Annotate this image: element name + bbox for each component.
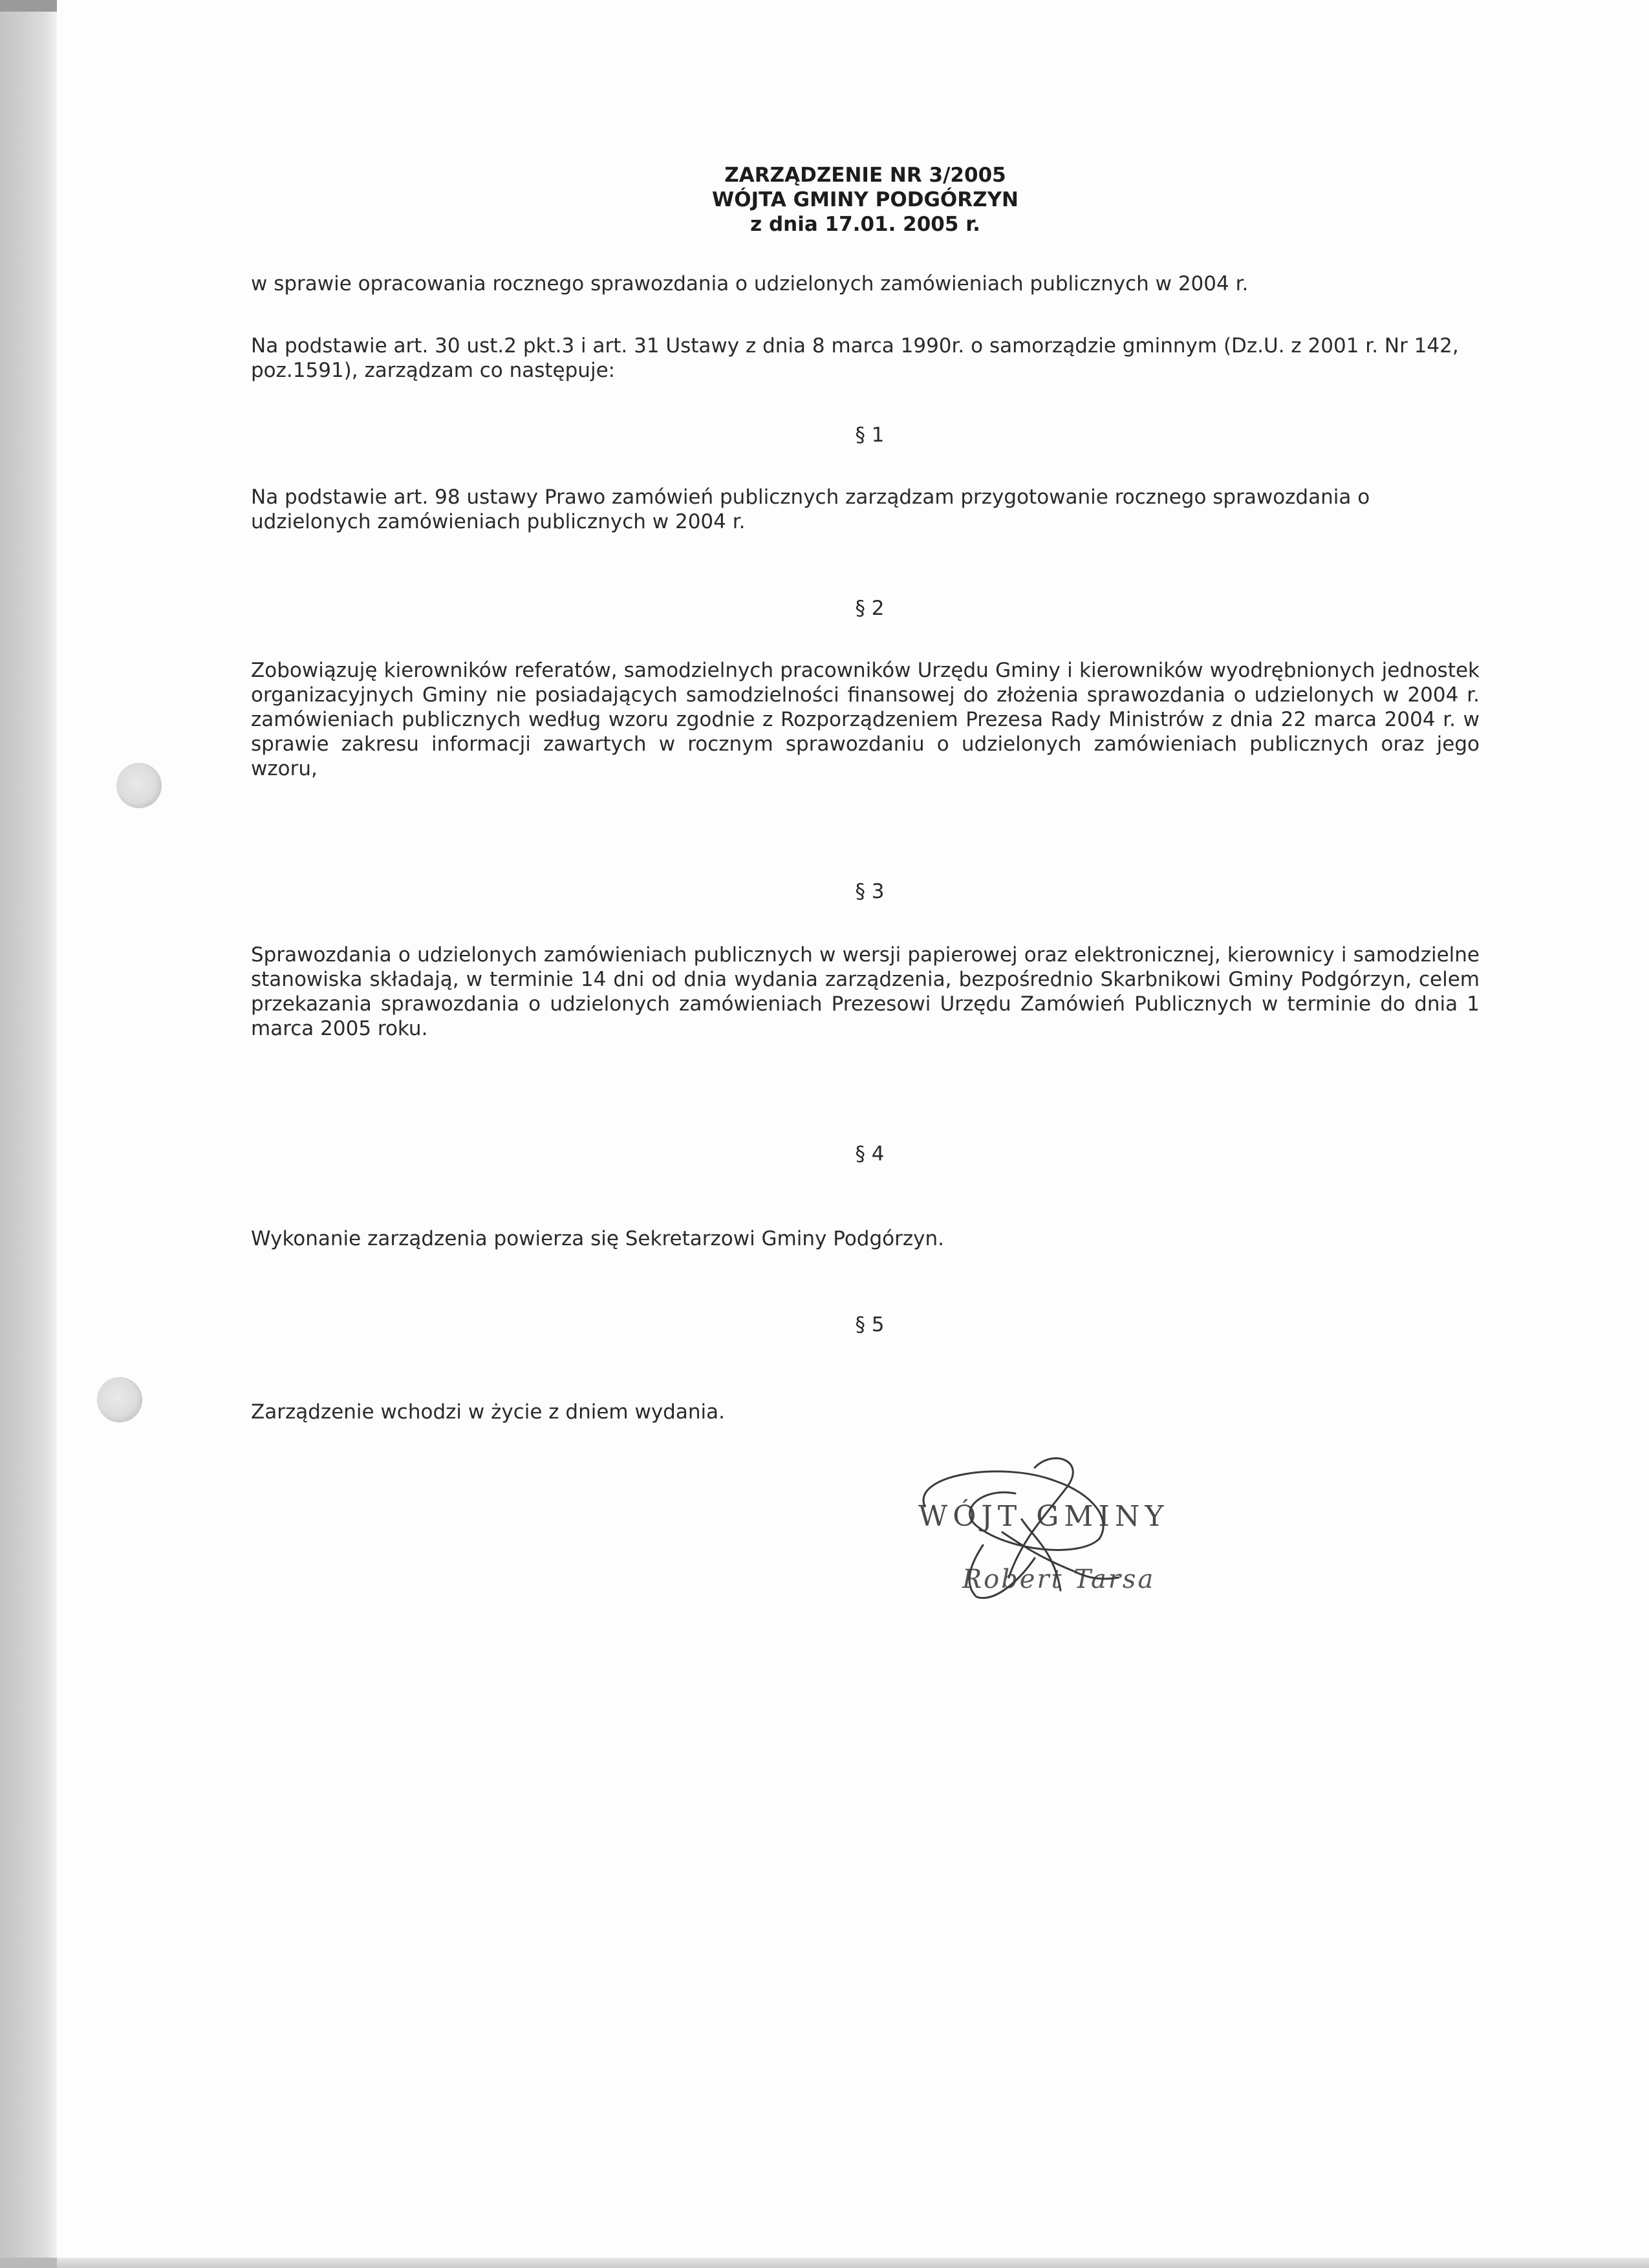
section-4-mark: § 4 xyxy=(855,1142,885,1166)
section-2-mark: § 2 xyxy=(855,597,885,620)
punch-hole xyxy=(97,1377,142,1422)
punch-hole xyxy=(116,763,162,808)
handwritten-signature xyxy=(905,1448,1151,1616)
header-title: ZARZĄDZENIE NR 3/2005 xyxy=(724,164,1006,187)
scanner-bottom-edge xyxy=(57,2258,1649,2268)
scanner-corner xyxy=(0,0,57,12)
subject-line: w sprawie opracowania rocznego sprawozdania o udzielonych zamówieniach publicznych w 2004 r. xyxy=(251,272,1249,295)
scanner-bottom-corner xyxy=(0,2258,57,2268)
section-1-text: Na podstawie art. 98 ustawy Prawo zamówień publicznych zarządzam przygotowanie rocznego sprawozdania o udzielonych zamówieniach publicznych w 2004 r. xyxy=(251,486,1370,533)
section-3-mark: § 3 xyxy=(855,880,885,903)
section-5-mark: § 5 xyxy=(855,1313,885,1336)
legal-basis-paragraph: Na podstawie art. 30 ust.2 pkt.3 i art. 31 Ustawy z dnia 8 marca 1990r. o samorządzie gminnym (Dz.U. z 2001 r. Nr 142, poz.1591), zarządzam co następuje: xyxy=(251,334,1459,382)
section-2-text: Zobowiązuję kierowników referatów, samodzielnych pracowników Urzędu Gminy i kierowników wyodrębnionych jednostek organizacyjnych Gminy nie posiadających samodzielności finansowej do złożenia sprawozdania o udzielonych w 2004 r. zamówieniach publicznych według wzoru zgodnie z Rozporządzeniem Prezesa Rady Ministrów z dnia 22 marca 2004 r. w sprawie zakresu informacji zawartych w rocznym sprawozdaniu o udzielonych zamówieniach publicznych oraz jego wzoru, xyxy=(251,659,1480,780)
stamp-name: Robert Tarsa xyxy=(962,1565,1156,1594)
section-1-mark: § 1 xyxy=(855,423,885,447)
document-header xyxy=(251,163,1480,237)
section-3-text: Sprawozdania o udzielonych zamówieniach publicznych w wersji papierowej oraz elektronicznej, kierownicy i samodzielne stanowiska składają, w terminie 14 dni od dnia wydania zarządzenia, bezpośrednio Skarbnikowi Gminy Podgórzyn, celem przekazania sprawozdania o udzielonych zamówieniach Prezesowi Urzędu Zamówień Publicznych w terminie do dnia 1 marca 2005 roku. xyxy=(251,943,1480,1040)
header-authority: WÓJTA GMINY PODGÓRZYN xyxy=(712,188,1018,211)
scanner-left-edge xyxy=(0,0,57,2268)
header-date: z dnia 17.01. 2005 r. xyxy=(750,213,980,236)
section-5-text: Zarządzenie wchodzi w życie z dniem wydania. xyxy=(251,1400,725,1424)
stamp-title: WÓJT GMINY xyxy=(918,1500,1169,1533)
section-4-text: Wykonanie zarządzenia powierza się Sekretarzowi Gminy Podgórzyn. xyxy=(251,1227,944,1250)
